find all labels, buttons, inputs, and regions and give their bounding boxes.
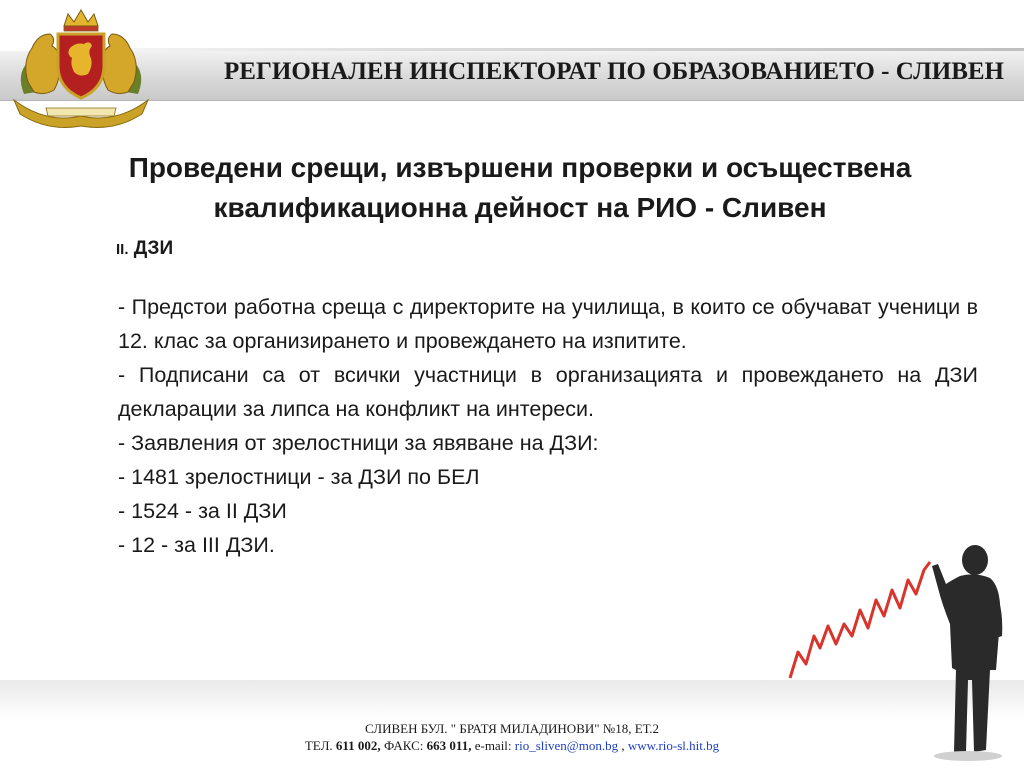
paragraph-second-exam: - 1524 - за II ДЗИ	[118, 499, 287, 523]
contact-separator: ,	[618, 738, 628, 753]
section-label	[116, 238, 173, 260]
paragraph-third-exam: - 12 - за III ДЗИ.	[118, 533, 275, 557]
organization-name: РЕГИОНАЛЕН ИНСПЕКТОРАТ ПО ОБРАЗОВАНИЕТО - СЛИВЕН	[224, 58, 1004, 85]
paragraph-applications: - Заявления от зрелостници за явяване на ДЗИ:	[118, 431, 599, 455]
footer	[0, 720, 1024, 754]
body-text	[118, 290, 978, 562]
paragraph-declarations: - Подписани са от всички участници в организацията и провеждането на ДЗИ декларации за липса на конфликт на интереси.	[118, 363, 978, 421]
slide-title	[70, 148, 970, 228]
phone-label: ТЕЛ.	[304, 738, 336, 753]
fax-number: 663 011,	[426, 738, 472, 753]
coat-of-arms-of-bulgaria-icon	[6, 4, 156, 132]
footer-address: СЛИВЕН БУЛ. " БРАТЯ МИЛАДИНОВИ" №18, ЕТ.2	[364, 721, 660, 736]
email-link[interactable]: rio_sliven@mon.bg	[514, 738, 619, 753]
phone-number: 611 002,	[335, 738, 381, 753]
growth-line	[790, 562, 930, 678]
footer-contacts	[0, 737, 1024, 754]
section-name: ДЗИ	[128, 238, 174, 259]
email-label: e-mail:	[471, 738, 515, 753]
paragraph-bel: - 1481 зрелостници - за ДЗИ по БЕЛ	[118, 465, 480, 489]
website-link[interactable]: www.rio-sl.hit.bg	[627, 738, 720, 753]
paragraph-meeting: - Предстои работна среща с директорите на училища, в които се обучават ученици в 12. клас за организирането и провеждането на изпитите.	[118, 295, 978, 353]
section-number: II.	[116, 241, 129, 258]
title-line-1: Проведени срещи, извършени проверки и осъществена	[128, 152, 912, 183]
fax-label: ФАКС:	[380, 738, 427, 753]
title-line-2: квалификационна дейност на РИО - Сливен	[213, 192, 827, 223]
